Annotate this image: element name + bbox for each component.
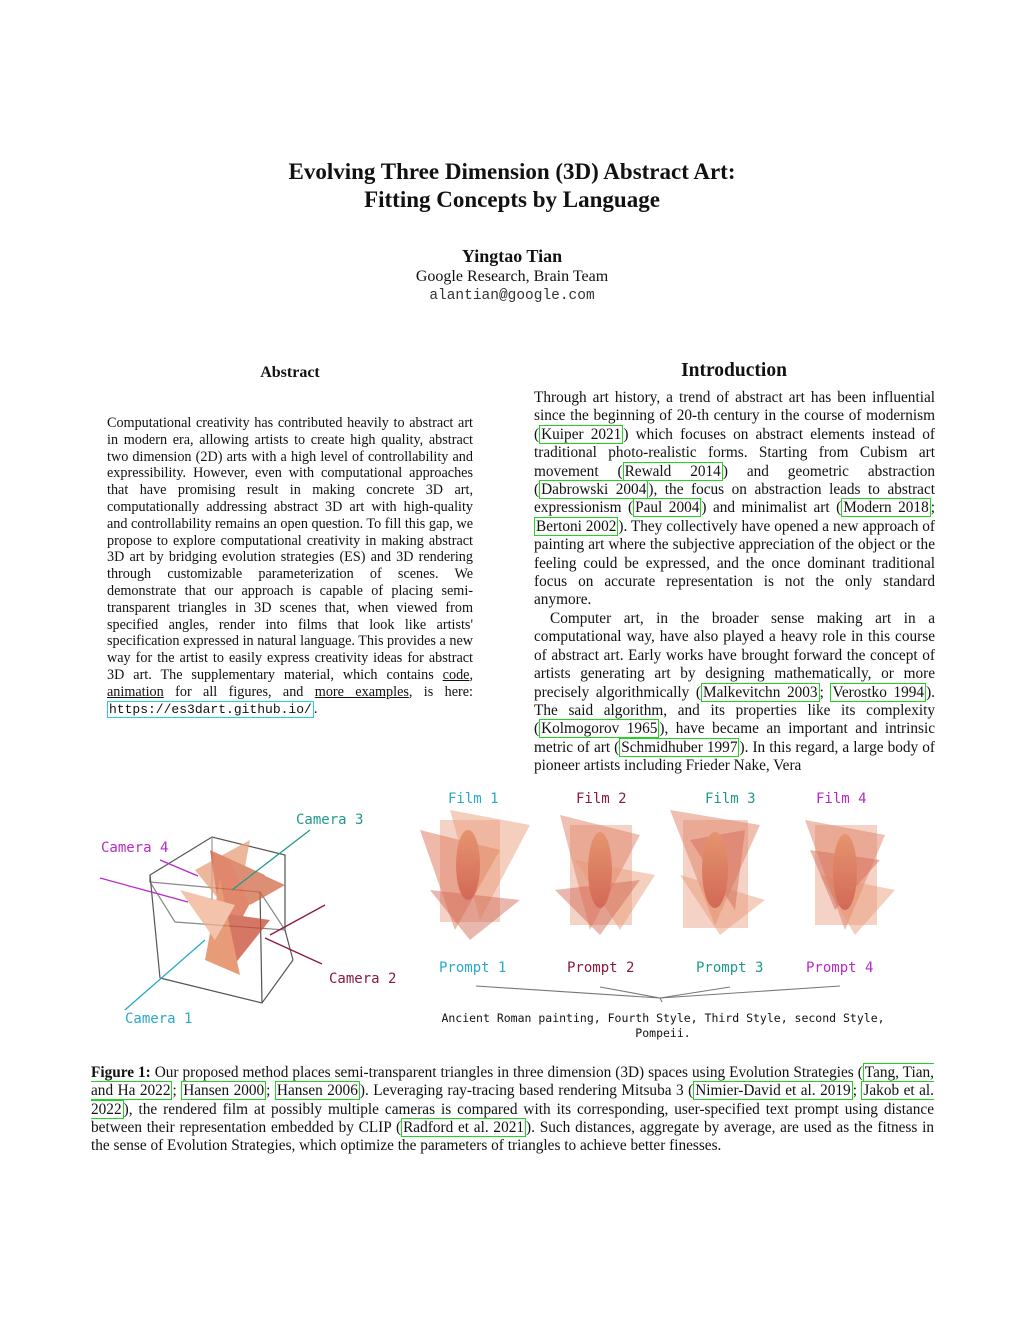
abstract-heading: Abstract <box>260 364 320 381</box>
abstract-sep: , <box>469 666 474 683</box>
introduction-heading: Introduction <box>681 360 787 381</box>
camera-4-ray-b <box>160 860 198 876</box>
citation-link[interactable]: Radford et al. 2021 <box>403 1118 525 1136</box>
abstract-mid: for all figures, and <box>163 683 315 700</box>
text-run: ) and geometric abstraction ( <box>534 462 935 499</box>
citation-link[interactable]: Tang, Tian, and Ha 2022 <box>91 1064 934 1100</box>
text-run: ; <box>852 1082 862 1100</box>
intro-paragraph-1 <box>534 389 935 610</box>
abstract-text: Computational creativity has contributed heavily to abstract art in modern era, allowing artists to create high quality, abstract two dimension (2D) arts with a high level of controllability and expressibility. However, even with computational approaches that have promising result in making concrete 3D art, computationally addressing abstract 3D art with high-quality and controllability remains an open question. To fill this gap, we propose to explore computational creativity in making abstract 3D art by bridging evolution strategies (ES) and 3D rendering through customizable parameterization of scenes. We demonstrate that our approach is capable of placing semi-transparent triangles in 3D scenes that, when viewed from specified angles, render into films that look like artists' specification expressed in natural language. This provides a new way for the artist to easily express creativity ideas for abstract 3D art. The supplementary material, which contains <box>107 415 473 683</box>
citation-link[interactable]: Jakob et al. 2022 <box>91 1082 934 1118</box>
caption-label: Figure 1: <box>91 1064 151 1081</box>
text-run: ), have became an important and intrinsic metric of art ( <box>534 720 935 756</box>
text-run: ; <box>266 1082 275 1100</box>
prompt-4-label: Prompt 4 <box>806 960 874 976</box>
author-name: Yingtao Tian <box>461 246 563 266</box>
film-3-render <box>670 810 765 935</box>
camera-4-label: Camera 4 <box>101 840 169 856</box>
scene-triangles <box>180 840 285 975</box>
citation-link[interactable]: Kuiper 2021 <box>541 425 622 443</box>
author-affiliation: Google Research, Brain Team <box>415 268 609 285</box>
text-run: ) which focuses on abstract elements instead of traditional photo-realistic forms. Starting from Cubism art movement ( <box>534 425 935 480</box>
text-run: ). They collectively have opened a new approach of painting art where the subjective appreciation of the object or the feeling could be expressed, and the once dominant traditional focus on accurate representation is not the only standard anymore. <box>534 517 936 609</box>
prompt-text-line-2: Pompeii. <box>635 1026 691 1040</box>
film-2-label: Film 2 <box>576 791 627 807</box>
prompt-text <box>430 1011 896 1041</box>
prompt-2-label: Prompt 2 <box>567 960 635 976</box>
more-examples-link[interactable]: more examples <box>314 683 409 700</box>
text-run: ). The said algorithm, and its properties like its complexity ( <box>534 683 935 738</box>
text-run: Our proposed method places semi-transparent triangles in three dimension (3D) spaces using Evolution Strategies ( <box>150 1064 863 1081</box>
film-2-render <box>555 815 655 935</box>
citation-link[interactable]: Verostko 1994 <box>832 683 925 701</box>
citation-link[interactable]: Hansen 2000 <box>183 1082 265 1100</box>
text-run: Through art history, a trend of abstract art has been influential since the beginning of 20-th century in the course of modernism ( <box>534 389 935 443</box>
citation-link[interactable]: Malkevitchn 2003 <box>703 683 818 701</box>
film-4-label: Film 4 <box>816 791 867 807</box>
film-1-render <box>420 810 530 940</box>
text-run: ), the rendered film at possibly multiple cameras is compared with its corresponding, user-specified text prompt using distance between their representation embedded by CLIP ( <box>91 1100 934 1136</box>
animation-link[interactable]: animation <box>107 683 164 700</box>
citation-link[interactable]: Hansen 2006 <box>276 1082 358 1100</box>
code-link[interactable]: code <box>442 666 470 683</box>
text-run: ; <box>819 683 831 701</box>
film-1-label: Film 1 <box>448 791 499 807</box>
camera-4-ray <box>100 878 188 902</box>
citation-link[interactable]: Paul 2004 <box>635 499 700 517</box>
figure-1-caption <box>91 1064 934 1155</box>
citation-link[interactable]: Dabrowski 2004 <box>541 481 647 499</box>
citation-link[interactable]: Schmidhuber 1997 <box>621 738 738 756</box>
camera-2-ray <box>265 938 322 964</box>
film-3-label: Film 3 <box>705 791 756 807</box>
abstract-tail: , is here: <box>408 683 474 700</box>
citation-link[interactable]: Kolmogorov 1965 <box>541 720 658 738</box>
prompt-connectors <box>476 986 840 1002</box>
film-4-render <box>805 820 895 935</box>
citation-link[interactable]: Nimier-David et al. 2019 <box>695 1082 851 1100</box>
text-run: ; <box>930 499 935 517</box>
paper-title <box>0 158 1024 214</box>
intro-paragraph-2 <box>534 610 935 776</box>
citation-link[interactable]: Rewald 2014 <box>624 462 721 480</box>
camera-1-label: Camera 1 <box>125 1011 193 1027</box>
prompt-text-line-1: Ancient Roman painting, Fourth Style, Third Style, second Style, <box>441 1011 885 1025</box>
title-line-1: Evolving Three Dimension (3D) Abstract Art: <box>288 159 736 184</box>
prompt-3-label: Prompt 3 <box>696 960 764 976</box>
text-run: ), the focus on abstraction leads to abstract expressionism ( <box>534 481 936 517</box>
text-run: ; <box>172 1082 182 1100</box>
introduction-body <box>534 389 935 776</box>
camera-1-ray <box>102 940 205 1010</box>
abstract-body <box>107 415 473 718</box>
supplementary-url-link[interactable]: https://es3dart.github.io/ <box>109 701 312 717</box>
text-run: ) and minimalist art ( <box>701 499 842 517</box>
text-run: Computer art, in the broader sense making art in a computational way, have also played a heavy role in this course of abstract art. Early works have brought forward the concept of artists generating art by designing mathematically, or more precisely algorithmically ( <box>534 609 935 701</box>
text-run: ). In this regard, a large body of pioneer artists including Frieder Nake, Vera <box>534 738 935 775</box>
camera-3-label: Camera 3 <box>296 812 364 828</box>
title-line-2: Fitting Concepts by Language <box>364 187 660 212</box>
camera-2-label: Camera 2 <box>329 971 397 987</box>
author-email[interactable]: alantian@google.com <box>429 288 595 304</box>
caption-text <box>91 1063 934 1154</box>
figure-1 <box>0 780 1024 1050</box>
prompt-1-label: Prompt 1 <box>439 960 507 976</box>
citation-link[interactable]: Modern 2018 <box>843 499 929 517</box>
text-run: ). Leveraging ray-tracing based rendering Mitsuba 3 ( <box>359 1082 694 1100</box>
citation-link[interactable]: Bertoni 2002 <box>536 517 617 535</box>
text-run: ). Such distances, aggregate by average, are used as the fitness in the sense of Evolution Strategies, which optimize the parameters of triangles to achieve better finesses. <box>91 1118 934 1155</box>
abstract-end: . <box>313 700 318 717</box>
